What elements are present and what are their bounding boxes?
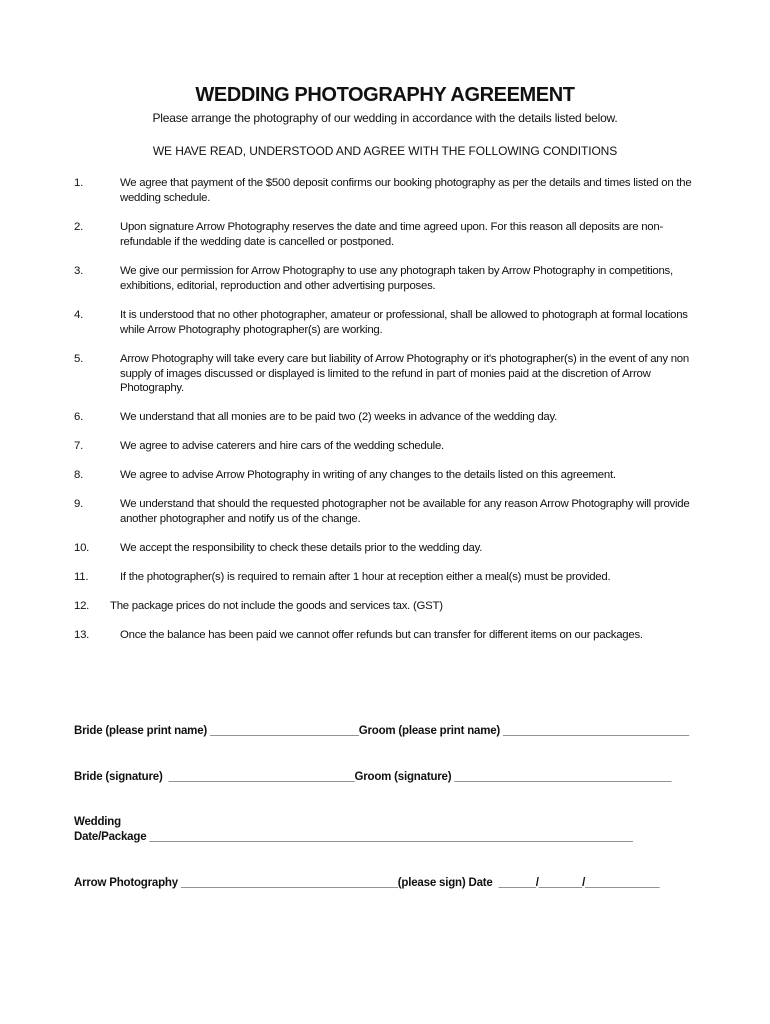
condition-text: Once the balance has been paid we cannot offer refunds but can transfer for different items on our packages. — [120, 629, 643, 641]
condition-text: We understand that all monies are to be paid two (2) weeks in advance of the wedding day. — [120, 411, 558, 423]
condition-number: 11. — [74, 571, 89, 583]
condition-number: 7. — [74, 440, 83, 452]
document-title: WEDDING PHOTOGRAPHY AGREEMENT — [195, 84, 575, 106]
condition-number: 9. — [74, 498, 83, 510]
conditions-heading: WE HAVE READ, UNDERSTOOD AND AGREE WITH THE FOLLOWING CONDITIONS — [152, 144, 618, 158]
condition-text: It is understood that no other photographer, amateur or professional, shall be allowed to photograph at formal locations while Arrow Photography photographer(s) are working. — [120, 309, 688, 336]
condition-text: If the photographer(s) is required to remain after 1 hour at reception either a meal(s) must be provided. — [120, 571, 611, 583]
condition-number: 1. — [74, 177, 83, 189]
wedding-label: Wedding — [74, 816, 121, 828]
condition-number: 2. — [74, 221, 83, 233]
document-subtitle: Please arrange the photography of our wedding in accordance with the details listed below. — [152, 111, 618, 125]
condition-number: 13. — [74, 629, 90, 641]
condition-number: 12. — [74, 600, 90, 612]
condition-text: Upon signature Arrow Photography reserves the date and time agreed upon. For this reason all deposits are non-refundable if the wedding date is cancelled or postponed. — [120, 221, 663, 248]
bride-groom-signature-field[interactable]: Bride (signature) ______________________________Groom (signature) ___________________________________ — [74, 771, 672, 783]
condition-number: 5. — [74, 353, 83, 365]
condition-text: We agree to advise caterers and hire cars of the wedding schedule. — [120, 440, 444, 452]
condition-number: 3. — [74, 265, 83, 277]
condition-text: We understand that should the requested photographer not be available for any reason Arrow Photography will provide another photographer and notify us of the change. — [120, 498, 690, 525]
condition-number: 4. — [74, 309, 83, 321]
date-package-field[interactable]: Date/Package ______________________________________________________________________________ — [74, 831, 633, 843]
arrow-photography-signature-field[interactable]: Arrow Photography ___________________________________(please sign) Date ______/_______/____________ — [74, 877, 660, 889]
condition-text: We accept the responsibility to check these details prior to the wedding day. — [120, 542, 483, 554]
condition-text: We agree that payment of the $500 deposit confirms our booking photography as per the details and times listed on the wedding schedule. — [120, 177, 692, 204]
condition-text: We give our permission for Arrow Photography to use any photograph taken by Arrow Photography in competitions, exhibitions, editorial, reproduction and other advertising purposes. — [120, 265, 673, 292]
condition-number: 10. — [74, 542, 90, 554]
condition-text: We agree to advise Arrow Photography in writing of any changes to the details listed on this agreement. — [120, 469, 616, 481]
condition-number: 6. — [74, 411, 83, 423]
bride-groom-name-field[interactable]: Bride (please print name) ________________________Groom (please print name) ______________________________ — [74, 725, 689, 737]
condition-number: 8. — [74, 469, 83, 481]
condition-text: Arrow Photography will take every care but liability of Arrow Photography or it's photographer(s) in the event of any non supply of images discussed or displayed is limited to the refund in part of monies paid at the discretion of Arrow Photography. — [120, 353, 689, 394]
condition-text: The package prices do not include the goods and services tax. (GST) — [110, 600, 443, 612]
